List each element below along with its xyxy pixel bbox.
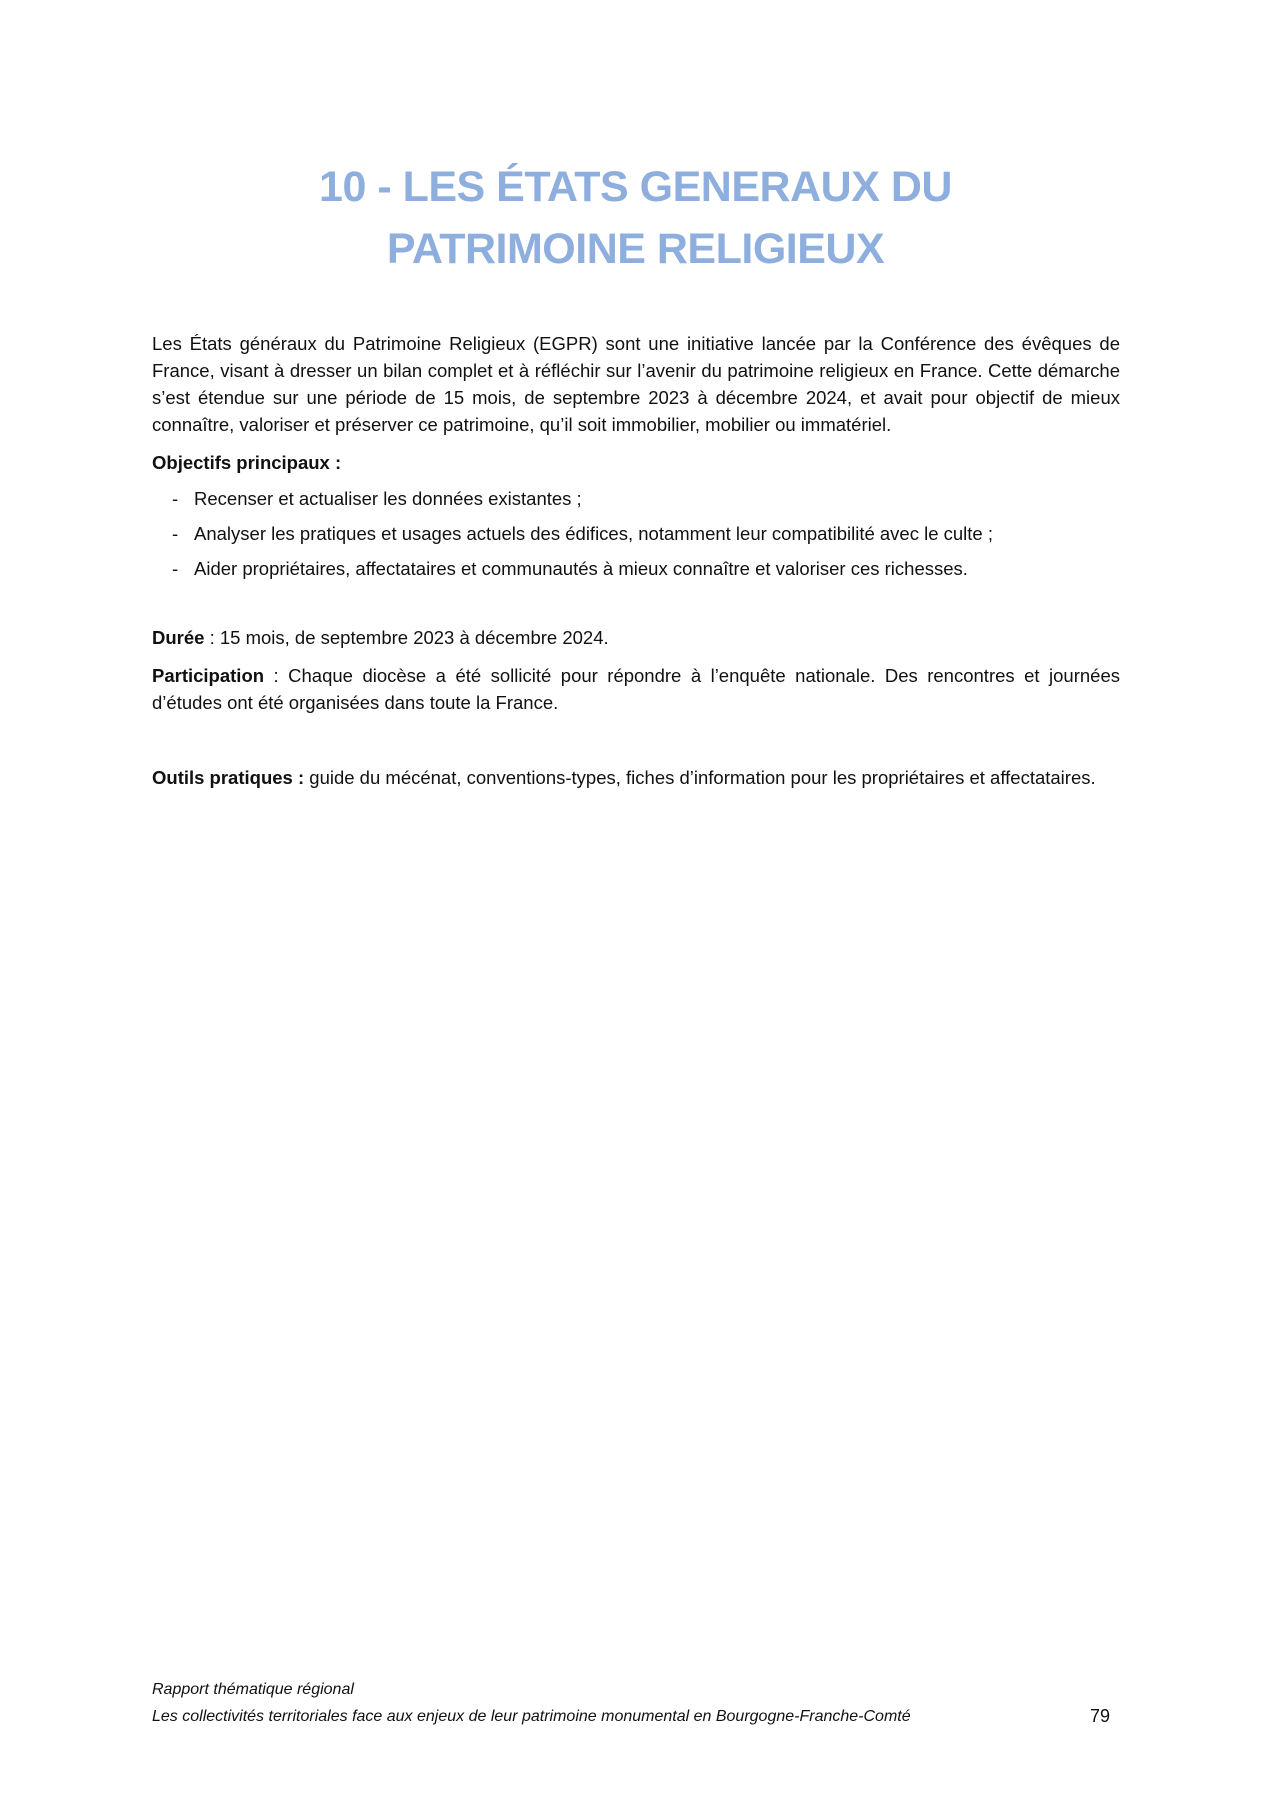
duration-text: : 15 mois, de septembre 2023 à décembre 2024. — [204, 627, 609, 648]
list-item — [152, 555, 1120, 582]
title-line-2: PATRIMOINE RELIGIEUX — [386, 225, 885, 273]
participation-label: Participation — [152, 665, 265, 686]
list-item — [152, 520, 1120, 547]
participation-paragraph — [152, 662, 1120, 716]
participation-text: : Chaque diocèse a été sollicité pour répondre à l’enquête nationale. Des rencontres et journées d’études ont été organisées dans toute la France. — [152, 665, 1120, 713]
tools-label: Outils pratiques : — [152, 767, 305, 788]
footer-report-title: Rapport thématique régional — [152, 1681, 354, 1698]
objectives-list — [152, 485, 1120, 582]
intro-paragraph: Les États généraux du Patrimoine Religieux (EGPR) sont une initiative lancée par la Conférence des évêques de France, visant à dresser un bilan complet et à réfléchir sur l’avenir du patrimoine religieux en France. Cette démarche s’est étendue sur une période de 15 mois, de septembre 2023 à décembre 2024, et avait pour objectif de mieux connaître, valoriser et préserver ce patrimoine, qu’il soit immobilier, mobilier ou immatériel. — [152, 333, 1120, 435]
duration-label: Durée — [152, 627, 205, 648]
list-item-text: Analyser les pratiques et usages actuels des édifices, notamment leur compatibilité avec le culte ; — [194, 523, 993, 544]
main-content — [152, 330, 1120, 791]
page-title — [150, 156, 1121, 280]
bullet-dash: - — [172, 558, 179, 579]
page-number: 79 — [1089, 1706, 1110, 1726]
page-footer — [152, 1676, 1120, 1730]
list-item-text: Aider propriétaires, affectataires et communautés à mieux connaître et valoriser ces richesses. — [194, 558, 968, 579]
duration-paragraph — [152, 624, 1120, 651]
list-item — [152, 485, 1120, 512]
footer-report-subtitle: Les collectivités territoriales face aux enjeux de leur patrimoine monumental en Bourgogne-Franche-Comté — [152, 1708, 911, 1725]
tools-text: guide du mécénat, conventions-types, fiches d’information pour les propriétaires et affectataires. — [304, 767, 1096, 788]
bullet-dash: - — [172, 488, 179, 509]
objectives-heading: Objectifs principaux : — [152, 452, 342, 473]
bullet-dash: - — [172, 523, 179, 544]
title-line-1: 10 - LES ÉTATS GENERAUX DU — [319, 163, 952, 211]
list-item-text: Recenser et actualiser les données existantes ; — [194, 488, 582, 509]
tools-paragraph — [152, 764, 1120, 791]
